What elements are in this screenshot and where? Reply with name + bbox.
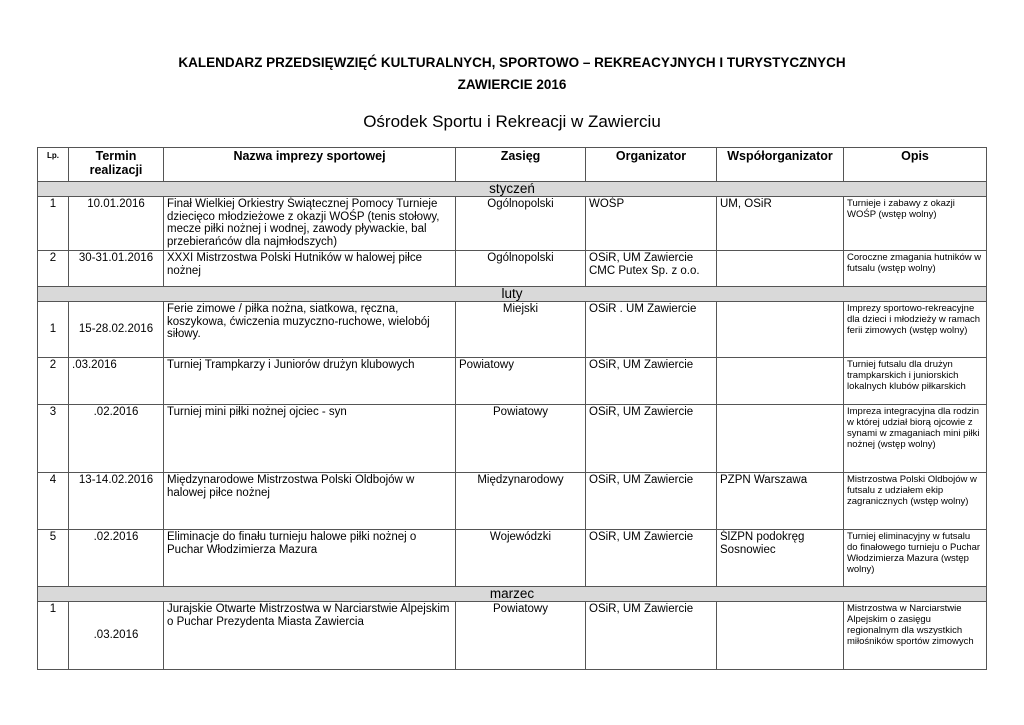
cell-zasieg: Ogólnopolski <box>456 251 586 287</box>
cell-zasieg: Wojewódzki <box>456 530 586 587</box>
cell-lp: 4 <box>38 473 69 530</box>
cell-organizator: OSiR, UM Zawiercie <box>586 530 717 587</box>
cell-wspolorganizator <box>717 358 844 405</box>
column-header-zasieg: Zasięg <box>456 148 586 182</box>
column-header-termin: Termin realizacji <box>69 148 164 182</box>
cell-termin: 10.01.2016 <box>69 197 164 251</box>
cell-wspolorganizator: PZPN Warszawa <box>717 473 844 530</box>
cell-organizator: OSiR, UM Zawiercie <box>586 405 717 473</box>
cell-termin: 30-31.01.2016 <box>69 251 164 287</box>
cell-zasieg: Powiatowy <box>456 602 586 670</box>
column-header-organizator: Organizator <box>586 148 717 182</box>
cell-nazwa: Turniej Trampkarzy i Juniorów drużyn klubowych <box>164 358 456 405</box>
document-title-year: ZAWIERCIE 2016 <box>457 77 567 92</box>
document-title: KALENDARZ PRZEDSIĘWZIĘĆ KULTURALNYCH, SPORTOWO – REKREACYJNYCH I TURYSTYCZNYCH <box>178 55 846 70</box>
cell-lp: 1 <box>38 302 69 358</box>
cell-organizator: OSiR, UM Zawiercie <box>586 473 717 530</box>
column-header-opis: Opis <box>844 148 987 182</box>
cell-lp: 1 <box>38 197 69 251</box>
cell-termin: .02.2016 <box>69 405 164 473</box>
cell-zasieg: Miejski <box>456 302 586 358</box>
month-row <box>38 587 987 602</box>
table-row <box>38 302 987 358</box>
cell-nazwa: Eliminacje do finału turnieju halowe piłki nożnej o Puchar Włodzimierza Mazura <box>164 530 456 587</box>
cell-termin: .03.2016 <box>69 602 164 670</box>
cell-lp: 2 <box>38 251 69 287</box>
cell-nazwa: Ferie zimowe / piłka nożna, siatkowa, ręczna, koszykowa, ćwiczenia muzyczno-ruchowe, wielobój siłowy. <box>164 302 456 358</box>
table-row <box>38 405 987 473</box>
cell-organizator: OSiR . UM Zawiercie <box>586 302 717 358</box>
cell-termin: 15-28.02.2016 <box>69 302 164 358</box>
month-label: marzec <box>38 587 987 602</box>
column-header-nazwa: Nazwa imprezy sportowej <box>164 148 456 182</box>
table-row <box>38 473 987 530</box>
cell-lp: 3 <box>38 405 69 473</box>
cell-opis: Imprezy sportowo-rekreacyjne dla dzieci i młodzieży w ramach ferii zimowych (wstęp wolny) <box>844 302 987 358</box>
cell-opis: Turnieje i zabawy z okazji WOŚP (wstęp wolny) <box>844 197 987 251</box>
cell-termin: .02.2016 <box>69 530 164 587</box>
cell-organizator: WOŚP <box>586 197 717 251</box>
cell-termin: 13-14.02.2016 <box>69 473 164 530</box>
cell-lp: 2 <box>38 358 69 405</box>
month-label: luty <box>38 287 987 302</box>
cell-opis: Turniej eliminacyjny w futsalu do finałowego turnieju o Puchar Włodzimierza Mazura (wstęp wolny) <box>844 530 987 587</box>
cell-opis: Impreza integracyjna dla rodzin w której udział biorą ojcowie z synami w zmaganiach mini piłki nożnej (wstęp wolny) <box>844 405 987 473</box>
cell-opis: Coroczne zmagania hutników w futsalu (wstęp wolny) <box>844 251 987 287</box>
column-header-lp: Lp. <box>38 148 69 182</box>
cell-organizator: OSiR, UM Zawiercie <box>586 602 717 670</box>
cell-wspolorganizator: ŚlZPN podokręg Sosnowiec <box>717 530 844 587</box>
column-header-wspolorganizator: Współorganizator <box>717 148 844 182</box>
cell-nazwa: Jurajskie Otwarte Mistrzostwa w Narciarstwie Alpejskim o Puchar Prezydenta Miasta Zawiercia <box>164 602 456 670</box>
cell-termin: .03.2016 <box>69 358 164 405</box>
cell-nazwa: XXXI Mistrzostwa Polski Hutników w halowej piłce nożnej <box>164 251 456 287</box>
document-subtitle: Ośrodek Sportu i Rekreacji w Zawierciu <box>363 112 661 131</box>
month-row <box>38 182 987 197</box>
cell-wspolorganizator <box>717 302 844 358</box>
cell-wspolorganizator <box>717 602 844 670</box>
table-row <box>38 530 987 587</box>
table-row <box>38 358 987 405</box>
cell-zasieg: Międzynarodowy <box>456 473 586 530</box>
cell-wspolorganizator <box>717 405 844 473</box>
month-row <box>38 287 987 302</box>
cell-organizator: OSiR, UM Zawiercie CMC Putex Sp. z o.o. <box>586 251 717 287</box>
cell-zasieg: Powiatowy <box>456 358 586 405</box>
cell-opis: Mistrzostwa w Narciarstwie Alpejskim o zasięgu regionalnym dla wszystkich miłośników sportów zimowych <box>844 602 987 670</box>
events-table <box>37 147 987 670</box>
cell-nazwa: Międzynarodowe Mistrzostwa Polski Oldbojów w halowej piłce nożnej <box>164 473 456 530</box>
cell-wspolorganizator <box>717 251 844 287</box>
table-row <box>38 197 987 251</box>
cell-lp: 5 <box>38 530 69 587</box>
cell-wspolorganizator: UM, OSiR <box>717 197 844 251</box>
table-row <box>38 251 987 287</box>
cell-zasieg: Powiatowy <box>456 405 586 473</box>
cell-lp: 1 <box>38 602 69 670</box>
table-header-row <box>38 148 987 182</box>
cell-zasieg: Ogólnopolski <box>456 197 586 251</box>
table-row <box>38 602 987 670</box>
cell-nazwa: Finał Wielkiej Orkiestry Świątecznej Pomocy Turnieje dziecięco młodzieżowe z okazji WOŚP (tenis stołowy, mecze piłki nożnej i wodnej, zawody pływackie, bal przebierańców dla najmłodszych) <box>164 197 456 251</box>
month-label: styczeń <box>38 182 987 197</box>
cell-opis: Turniej futsalu dla drużyn trampkarskich i juniorskich lokalnych klubów piłkarskich <box>844 358 987 405</box>
cell-nazwa: Turniej mini piłki nożnej ojciec - syn <box>164 405 456 473</box>
cell-organizator: OSiR, UM Zawiercie <box>586 358 717 405</box>
cell-opis: Mistrzostwa Polski Oldbojów w futsalu z udziałem ekip zagranicznych (wstęp wolny) <box>844 473 987 530</box>
